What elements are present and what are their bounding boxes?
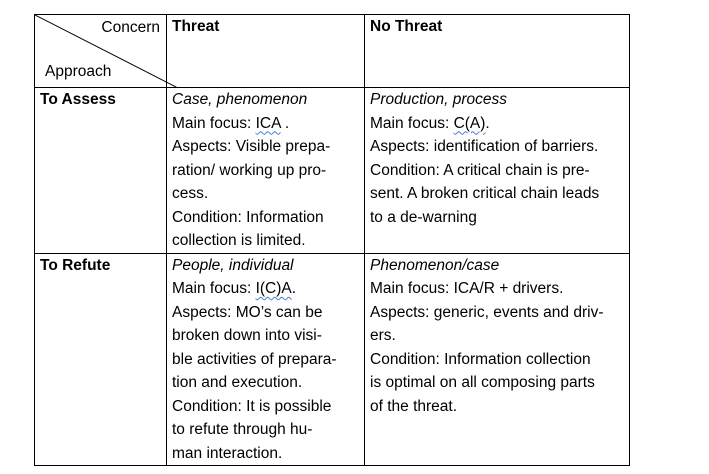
cell-title: Production, process — [370, 91, 507, 108]
cell-text-line: ble activities of prepara- — [172, 350, 337, 368]
cell-title: Case, phenomenon — [172, 91, 308, 108]
main-focus-line — [172, 277, 359, 301]
main-focus-label: Main focus: — [370, 114, 454, 132]
main-focus-value: ICA — [255, 114, 281, 132]
cell-text-line: ers. — [370, 327, 396, 344]
cell-text-line: cess. — [172, 185, 209, 202]
main-focus-line — [370, 112, 624, 136]
column-header-threat: Threat — [167, 15, 365, 88]
row-header-to-refute: To Refute — [35, 253, 167, 466]
cell-text-line: collection is limited. — [172, 232, 306, 249]
cell-text-line: Condition: Information — [172, 208, 324, 226]
corner-concern-label: Concern — [101, 19, 160, 36]
corner-approach-label: Approach — [45, 62, 112, 80]
main-focus-label: Main focus: — [370, 280, 454, 297]
row-to-assess — [35, 88, 630, 254]
row-to-refute — [35, 253, 630, 466]
main-focus-suffix: . — [280, 114, 290, 132]
cell-text-line: is optimal on all composing parts — [370, 374, 595, 391]
cell-title: People, individual — [172, 256, 294, 274]
cell-refute-no-threat — [365, 253, 630, 466]
main-focus-suffix: . — [291, 280, 297, 297]
cell-assess-no-threat — [365, 88, 630, 254]
cell-text-line: of the threat. — [370, 397, 458, 415]
main-focus-line — [370, 277, 624, 301]
cell-text-line: to refute through hu- — [172, 421, 313, 438]
cell-text-line: to a de-warning — [370, 208, 477, 226]
cell-text-line: Aspects: MO’s can be — [172, 303, 323, 321]
main-focus-value: I(C)A — [255, 280, 292, 297]
cell-text-line: Condition: It is possible — [172, 397, 332, 415]
corner-cell — [35, 15, 167, 88]
cell-text-line: Aspects: Visible prepa- — [172, 138, 331, 155]
cell-text-line: Aspects: generic, events and driv- — [370, 303, 604, 321]
cell-assess-threat — [167, 88, 365, 254]
main-focus-suffix: . — [485, 114, 490, 132]
main-focus-value: C(A) — [453, 114, 486, 132]
header-row — [35, 15, 630, 88]
cell-title: Phenomenon/case — [370, 256, 500, 274]
cell-text-line: man interaction. — [172, 444, 283, 462]
approach-concern-matrix — [34, 14, 630, 466]
main-focus-label: Main focus: — [172, 114, 256, 132]
cell-text-line: broken down into visi- — [172, 327, 322, 344]
main-focus-label: Main focus: — [172, 280, 256, 297]
column-header-no-threat: No Threat — [365, 15, 630, 88]
cell-text-line: Condition: Information collection — [370, 350, 591, 368]
cell-text-line: ration/ working up pro- — [172, 161, 327, 179]
cell-refute-threat — [167, 253, 365, 466]
cell-text-line: sent. A broken critical chain leads — [370, 185, 600, 202]
cell-text-line: Aspects: identification of barriers. — [370, 138, 599, 155]
main-focus-line — [172, 112, 359, 136]
row-header-to-assess: To Assess — [35, 88, 167, 254]
cell-text-line: Condition: A critical chain is pre- — [370, 161, 590, 179]
main-focus-value: ICA/R + drivers. — [453, 280, 564, 297]
cell-text-line: tion and execution. — [172, 374, 303, 391]
